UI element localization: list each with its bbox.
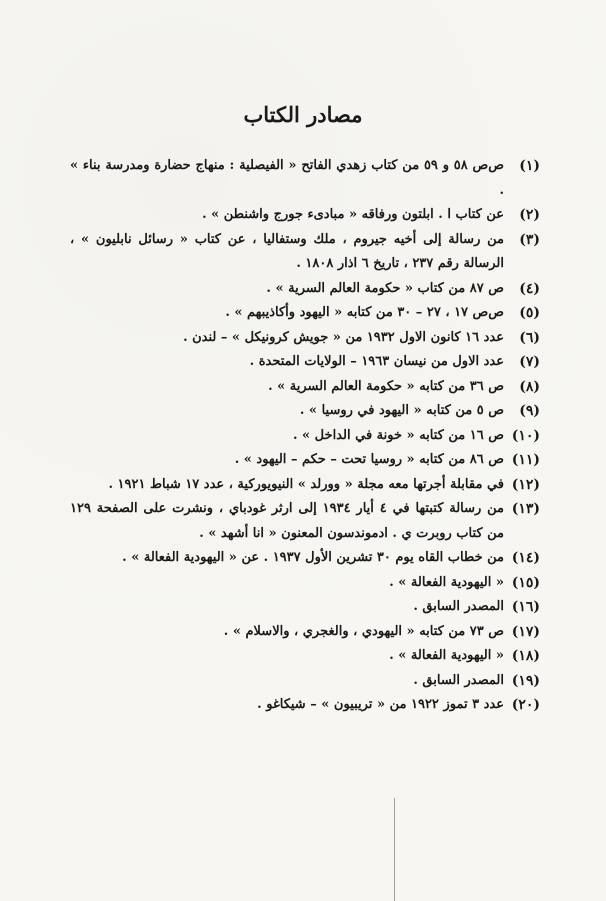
- reference-text: ص‌ص ١٧ ، ٢٧ – ٣٠ من كتابه « اليهود وأكاذيبهم » .: [225, 305, 504, 320]
- reference-text: عدد الاول من نيسان ١٩٦٣ – الولايات المتحدة .: [249, 354, 504, 369]
- reference-text: ص ٣٦ من كتابه « حكومة العالم السرية » .: [268, 378, 504, 394]
- reference-text: ص ٥ من كتابه « اليهود في روسيا » .: [299, 403, 504, 418]
- reference-item: [70, 203, 540, 228]
- reference-number: (١٦): [511, 599, 540, 615]
- reference-number: (٥): [519, 305, 540, 321]
- reference-number: (١١): [511, 452, 540, 468]
- reference-item: [70, 424, 540, 449]
- reference-number: (١٥): [511, 574, 540, 591]
- reference-text: « اليهودية الفعالة » .: [389, 648, 504, 663]
- reference-item: [70, 644, 540, 669]
- reference-text: في مقابلة أجرتها معه مجلة « وورلد » النيويوركية ، عدد ١٧ شباط ١٩٢١ .: [108, 476, 504, 492]
- reference-number: (٢): [519, 207, 540, 223]
- reference-text: عدد ٣ تموز ١٩٢٢ من « تريبيون » – شيكاغو .: [257, 697, 504, 712]
- reference-text: عن كتاب ا . ابلتون ورفاقه « مبادیء جورج واشنطن » .: [202, 207, 504, 222]
- reference-item: [70, 301, 540, 326]
- reference-item: [70, 620, 540, 645]
- reference-item: [70, 669, 540, 694]
- reference-text: المصدر السابق .: [413, 599, 504, 614]
- reference-number: (٦): [519, 329, 540, 346]
- reference-text: من رسالة إلى أخيه جيروم ، ملك وستفاليا ، عن كتاب « رسائل نابليون » ، الرسالة رقم ٢٣٧ ، تاريخ ٦ اذار ١٨٠٨ .: [70, 231, 504, 271]
- reference-number: (٤): [519, 280, 540, 297]
- reference-number: (١٨): [511, 648, 540, 664]
- reference-text: « اليهودية الفعالة » .: [389, 574, 504, 590]
- reference-item: [70, 571, 540, 596]
- reference-item: [70, 350, 540, 375]
- reference-number: (٧): [519, 354, 540, 370]
- reference-item: [70, 375, 540, 400]
- reference-number: (٨): [519, 378, 540, 395]
- reference-text: ص ٧٣ من كتابه « اليهودي ، والغجري ، والاسلام » .: [223, 623, 504, 639]
- reference-text: المصدر السابق .: [413, 672, 504, 688]
- reference-text: من خطاب القاه يوم ٣٠ تشرين الأول ١٩٣٧ . عن « اليهودية الفعالة » .: [122, 550, 504, 565]
- reference-text: ص‌ص ٥٨ و ٥٩ من كتاب زهدي الفاتح « الفيصلية : منهاج حضارة ومدرسة بناء » .: [70, 158, 504, 198]
- reference-item: [70, 399, 540, 424]
- reference-number: (١٠): [511, 427, 540, 444]
- reference-item: [70, 595, 540, 620]
- reference-item: [70, 473, 540, 498]
- reference-item: [70, 154, 540, 203]
- reference-item: [70, 448, 540, 473]
- reference-item: [70, 277, 540, 302]
- reference-item: [70, 497, 540, 546]
- page-fold-line: [394, 798, 395, 901]
- reference-number: (١): [519, 158, 540, 174]
- reference-item: [70, 693, 540, 718]
- page-title: مصادر الكتاب: [243, 102, 363, 127]
- references-list: [70, 154, 540, 718]
- reference-text: من رسالة كتبتها في ٤ أيار ١٩٣٤ إلى ارثر غودباي ، ونشرت على الصفحة ١٢٩ من كتاب روبرت ي . ادموندسون المعنون « انا أشهد » .: [70, 501, 504, 541]
- reference-text: ص ٨٦ من كتابه « روسيا تحت – حكم – اليهود » .: [234, 452, 504, 467]
- reference-number: (٢٠): [511, 697, 540, 713]
- reference-number: (١٢): [511, 476, 540, 493]
- reference-number: (٣): [519, 231, 540, 248]
- reference-text: عدد ١٦ كانون الاول ١٩٣٢ من « جويش كرونيكل » – لندن .: [183, 329, 504, 345]
- reference-text: ص ٨٧ من كتاب « حكومة العالم السرية » .: [266, 280, 504, 296]
- reference-number: (١٩): [511, 672, 540, 689]
- reference-item: [70, 326, 540, 351]
- reference-number: (١٧): [511, 623, 540, 640]
- reference-number: (١٤): [511, 550, 540, 566]
- reference-number: (١٣): [511, 501, 540, 517]
- reference-item: [70, 228, 540, 277]
- reference-text: ص ١٦ من كتابه « خونة في الداخل » .: [292, 427, 504, 443]
- reference-item: [70, 546, 540, 571]
- reference-number: (٩): [519, 403, 540, 419]
